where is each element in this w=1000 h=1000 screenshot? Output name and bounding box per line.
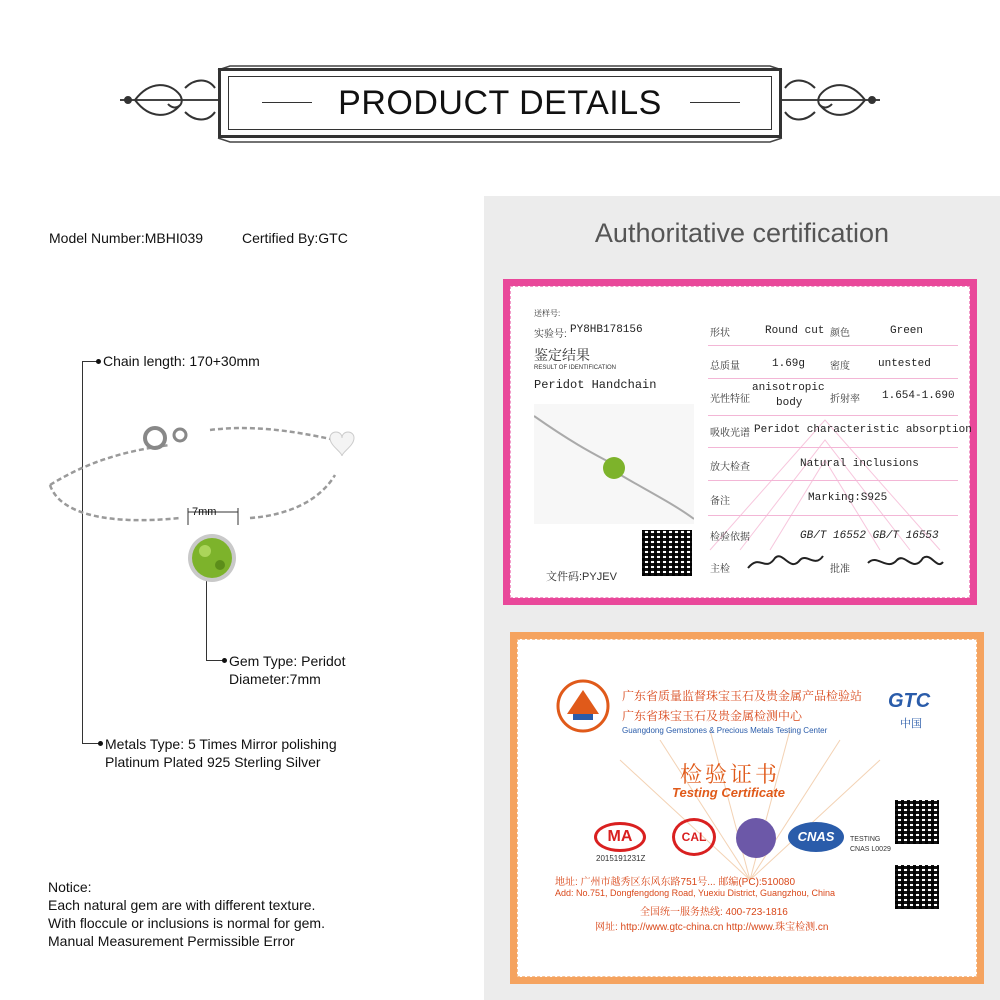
density-label: 密度 [830,361,850,372]
cert-number: 2015191231Z [596,854,646,863]
file-code: 文件码:PYJEV [546,571,617,583]
row-divider [708,378,958,379]
standard-label: 检验依据 [710,532,750,543]
address-en: Add: No.751, Dongfengdong Road, Yuexiu District, Guangzhou, China [555,888,836,898]
shape-value: Round cut [765,325,825,337]
header [0,0,1000,200]
sample-no-label: 送样号: [534,309,561,318]
ma-badge-icon: MA [594,822,646,852]
gtc-emblem-icon [555,678,611,734]
website: 网址: http://www.gtc-china.cn http://www.珠宝检测.cn [595,922,829,933]
notice-title: Notice: [48,879,92,895]
qr-code-icon [895,800,939,844]
metals-material: Platinum Plated 925 Sterling Silver [105,754,321,770]
magnification-value: Natural inclusions [800,458,919,470]
gem-diameter: Diameter:7mm [229,671,321,687]
size-label: 7mm [192,506,217,518]
certificate-title-cn: 检验证书 [680,762,781,787]
authorizer-label: 批准 [830,564,850,575]
ri-value: 1.654-1.690 [882,390,955,402]
tester-label: 主检 [710,564,730,575]
lab-no-label: 实验号: [534,329,567,340]
optic-value: body [776,397,803,409]
callout-dot [96,359,101,364]
bracelet-image [30,400,390,600]
gtc-logo: GTC [888,690,931,712]
optic-label: 光性特征 [710,394,750,405]
shape-label: 形状 [710,328,730,339]
result-value: Peridot Handchain [534,378,657,392]
standard-value: GB/T 16552 GB/T 16553 [800,530,939,542]
cnas-number: CNAS L0029 [850,846,891,853]
org-name-cn: 广东省质量监督珠宝玉石及贵金属产品检验站 [622,689,863,703]
magnification-label: 放大检查 [710,462,750,473]
lab-no: PY8HB178156 [570,324,643,336]
colour-label: 颜色 [830,328,850,339]
mass-label: 总质量 [710,361,740,372]
model-number: Model Number:MBHI039 [49,230,204,246]
absorption-value: Peridot characteristic absorption [754,424,972,436]
remarks-label: 备注 [710,496,730,507]
ilac-badge-icon [736,818,776,858]
gem-type: Gem Type: Peridot [229,653,346,669]
certificate-title-en: Testing Certificate [672,785,785,800]
result-label-en: RESULT OF IDENTIFICATION [534,365,617,371]
optic-value: anisotropic [752,382,825,394]
row-divider [708,447,958,448]
row-divider [708,515,958,516]
row-divider [708,345,958,346]
notice-line: Each natural gem are with different texture. [48,897,316,913]
address-cn: 地址: 广州市越秀区东风东路751号... 邮编(PC):510080 [555,877,796,888]
row-divider [708,480,958,481]
testing-label: TESTING [850,836,881,843]
org-name-en: Guangdong Gemstones & Precious Metals Testing Center [622,726,828,735]
page-title: PRODUCT DETAILS [338,84,662,122]
notice-line: Manual Measurement Permissible Error [48,933,295,949]
colour-value: Green [890,325,924,337]
org-name-cn: 广东省珠宝玉石及贵金属检测中心 [622,709,803,723]
callout-dot [98,741,103,746]
chain-length: Chain length: 170+30mm [103,353,260,369]
certified-by: Certified By:GTC [242,230,348,246]
certificate-watermark [600,730,900,890]
density-value: untested [878,358,931,370]
ri-label: 折射率 [830,394,860,405]
qr-code-icon [895,865,939,909]
mass-value: 1.69g [772,358,806,370]
tester-signature [745,548,825,578]
metals-type: Metals Type: 5 Times Mirror polishing [105,736,337,752]
cnas-badge-icon: CNAS [788,822,844,852]
gtc-logo-sub: 中国 [900,718,922,730]
callout-dot [222,658,227,663]
certificate-photo [534,404,694,524]
row-divider [708,415,958,416]
certification-heading: Authoritative certification [594,218,890,248]
hotline: 全国统一服务热线: 400-723-1816 [640,907,788,918]
absorption-label: 吸收光谱 [710,428,750,439]
qr-code-icon [642,530,692,576]
cal-badge-icon: CAL [672,818,716,856]
remarks-value: Marking:S925 [808,492,888,504]
notice-line: With floccule or inclusions is normal for gem. [48,915,325,931]
result-label: 鉴定结果 [534,347,590,363]
authorizer-signature [865,548,945,578]
